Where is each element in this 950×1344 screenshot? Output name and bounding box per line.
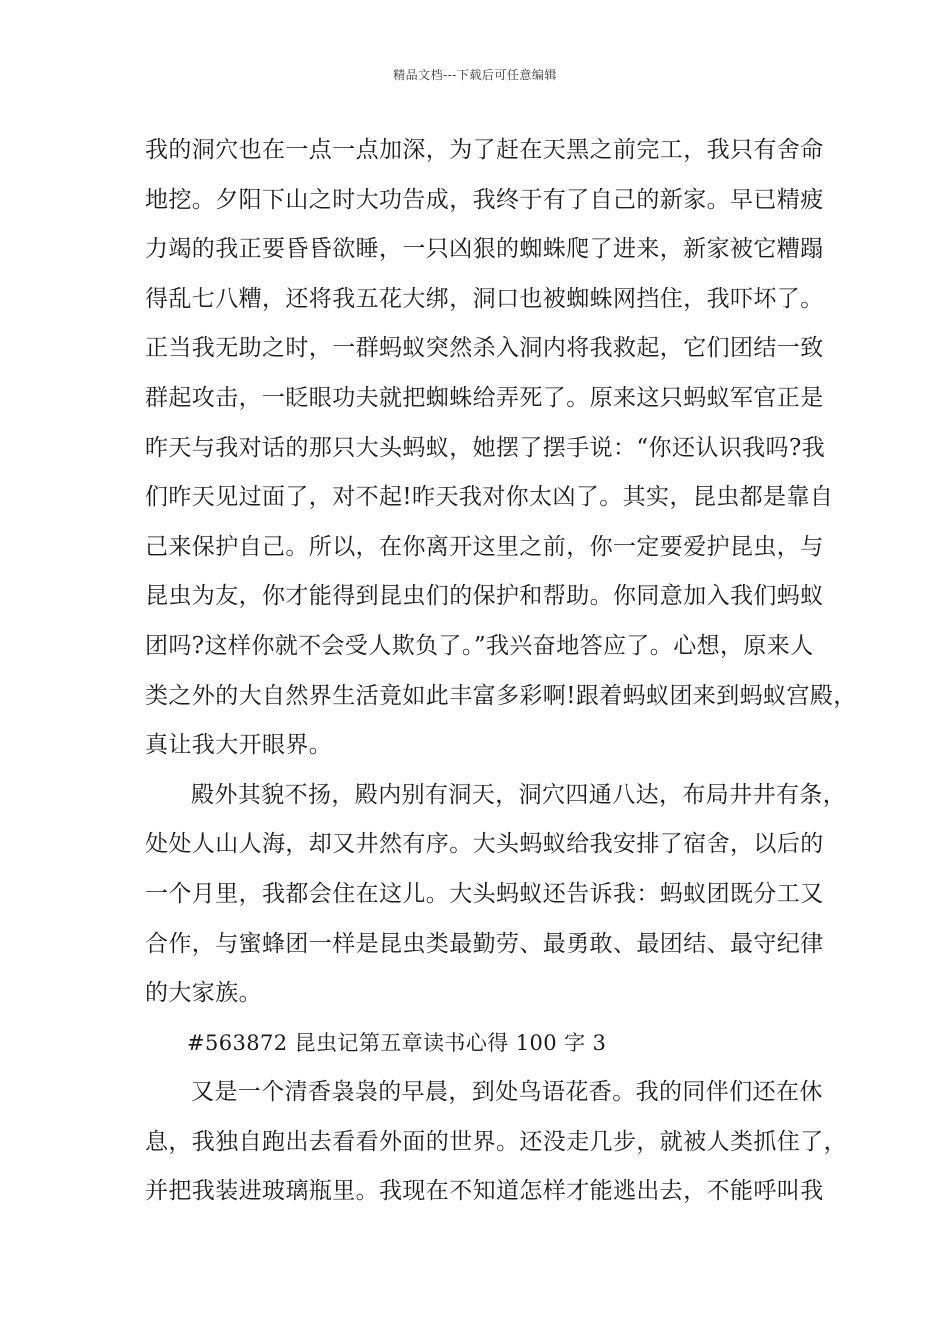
text-line: 群起攻击，一眨眼功夫就把蜘蛛给弄死了。原来这只蚂蚁军官正是 [145,384,824,411]
text-line: 们昨天见过面了，对不起!昨天我对你太凶了。其实，昆虫都是靠自 [145,484,834,511]
text-line: 合作，与蜜蜂团一样是昆虫类最勤劳、最勇敢、最团结、最守纪律 [145,930,824,957]
document-body [145,126,857,1217]
text-line: 处处人山人海，却又井然有序。大头蚂蚁给我安排了宿舍，以后的 [145,831,824,858]
text-line: 真让我大开眼界。 [145,732,333,759]
page-header: 精品文档---下载后可任意编辑 [393,68,557,82]
text-line: 正当我无助之时，一群蚂蚁突然杀入洞内将我救起，它们团结一致 [145,335,824,362]
text-line: 的大家族。 [145,980,262,1007]
text-line: 我的洞穴也在一点一点加深，为了赶在天黑之前完工，我只有舍命 [145,137,824,163]
text-line: 己来保护自己。所以，在你离开这里之前，你一定要爱护昆虫，与 [145,533,824,560]
text-line: 息，我独自跑出去看看外面的世界。还没走几步，就被人类抓住了， [145,1128,847,1155]
text-line: 一个月里，我都会住在这儿。大头蚂蚁还告诉我：蚂蚁团既分工又 [145,880,824,907]
text-line: 团吗?这样你就不会受人欺负了。”我兴奋地答应了。心想，原来人 [145,632,814,659]
text-line: 殿外其貌不扬，殿内别有洞天，洞穴四通八达，布局井井有条， [191,781,847,808]
text-line: 昨天与我对话的那只大头蚂蚁，她摆了摆手说：“你还认识我吗?我 [145,434,826,461]
text-line: 力竭的我正要昏昏欲睡，一只凶狠的蜘蛛爬了进来，新家被它糟蹋 [145,236,824,263]
text-line: 又是一个清香袅袅的早晨，到处鸟语花香。我的同伴们还在休 [191,1079,823,1106]
text-line: 类之外的大自然界生活竟如此丰富多彩啊!跟着蚂蚁团来到蚂蚁宫殿， [145,682,857,709]
section-heading: #563872 昆虫记第五章读书心得 100 字 3 [187,1030,607,1055]
text-line: 地挖。夕阳下山之时大功告成，我终于有了自己的新家。早已精疲 [145,186,824,213]
text-line: 得乱七八糟，还将我五花大绑，洞口也被蜘蛛网挡住，我吓坏了。 [145,285,824,312]
text-line: 并把我装进玻璃瓶里。我现在不知道怎样才能逃出去，不能呼叫我 [145,1178,824,1205]
text-line: 昆虫为友，你才能得到昆虫们的保护和帮助。你同意加入我们蚂蚁 [145,583,824,610]
